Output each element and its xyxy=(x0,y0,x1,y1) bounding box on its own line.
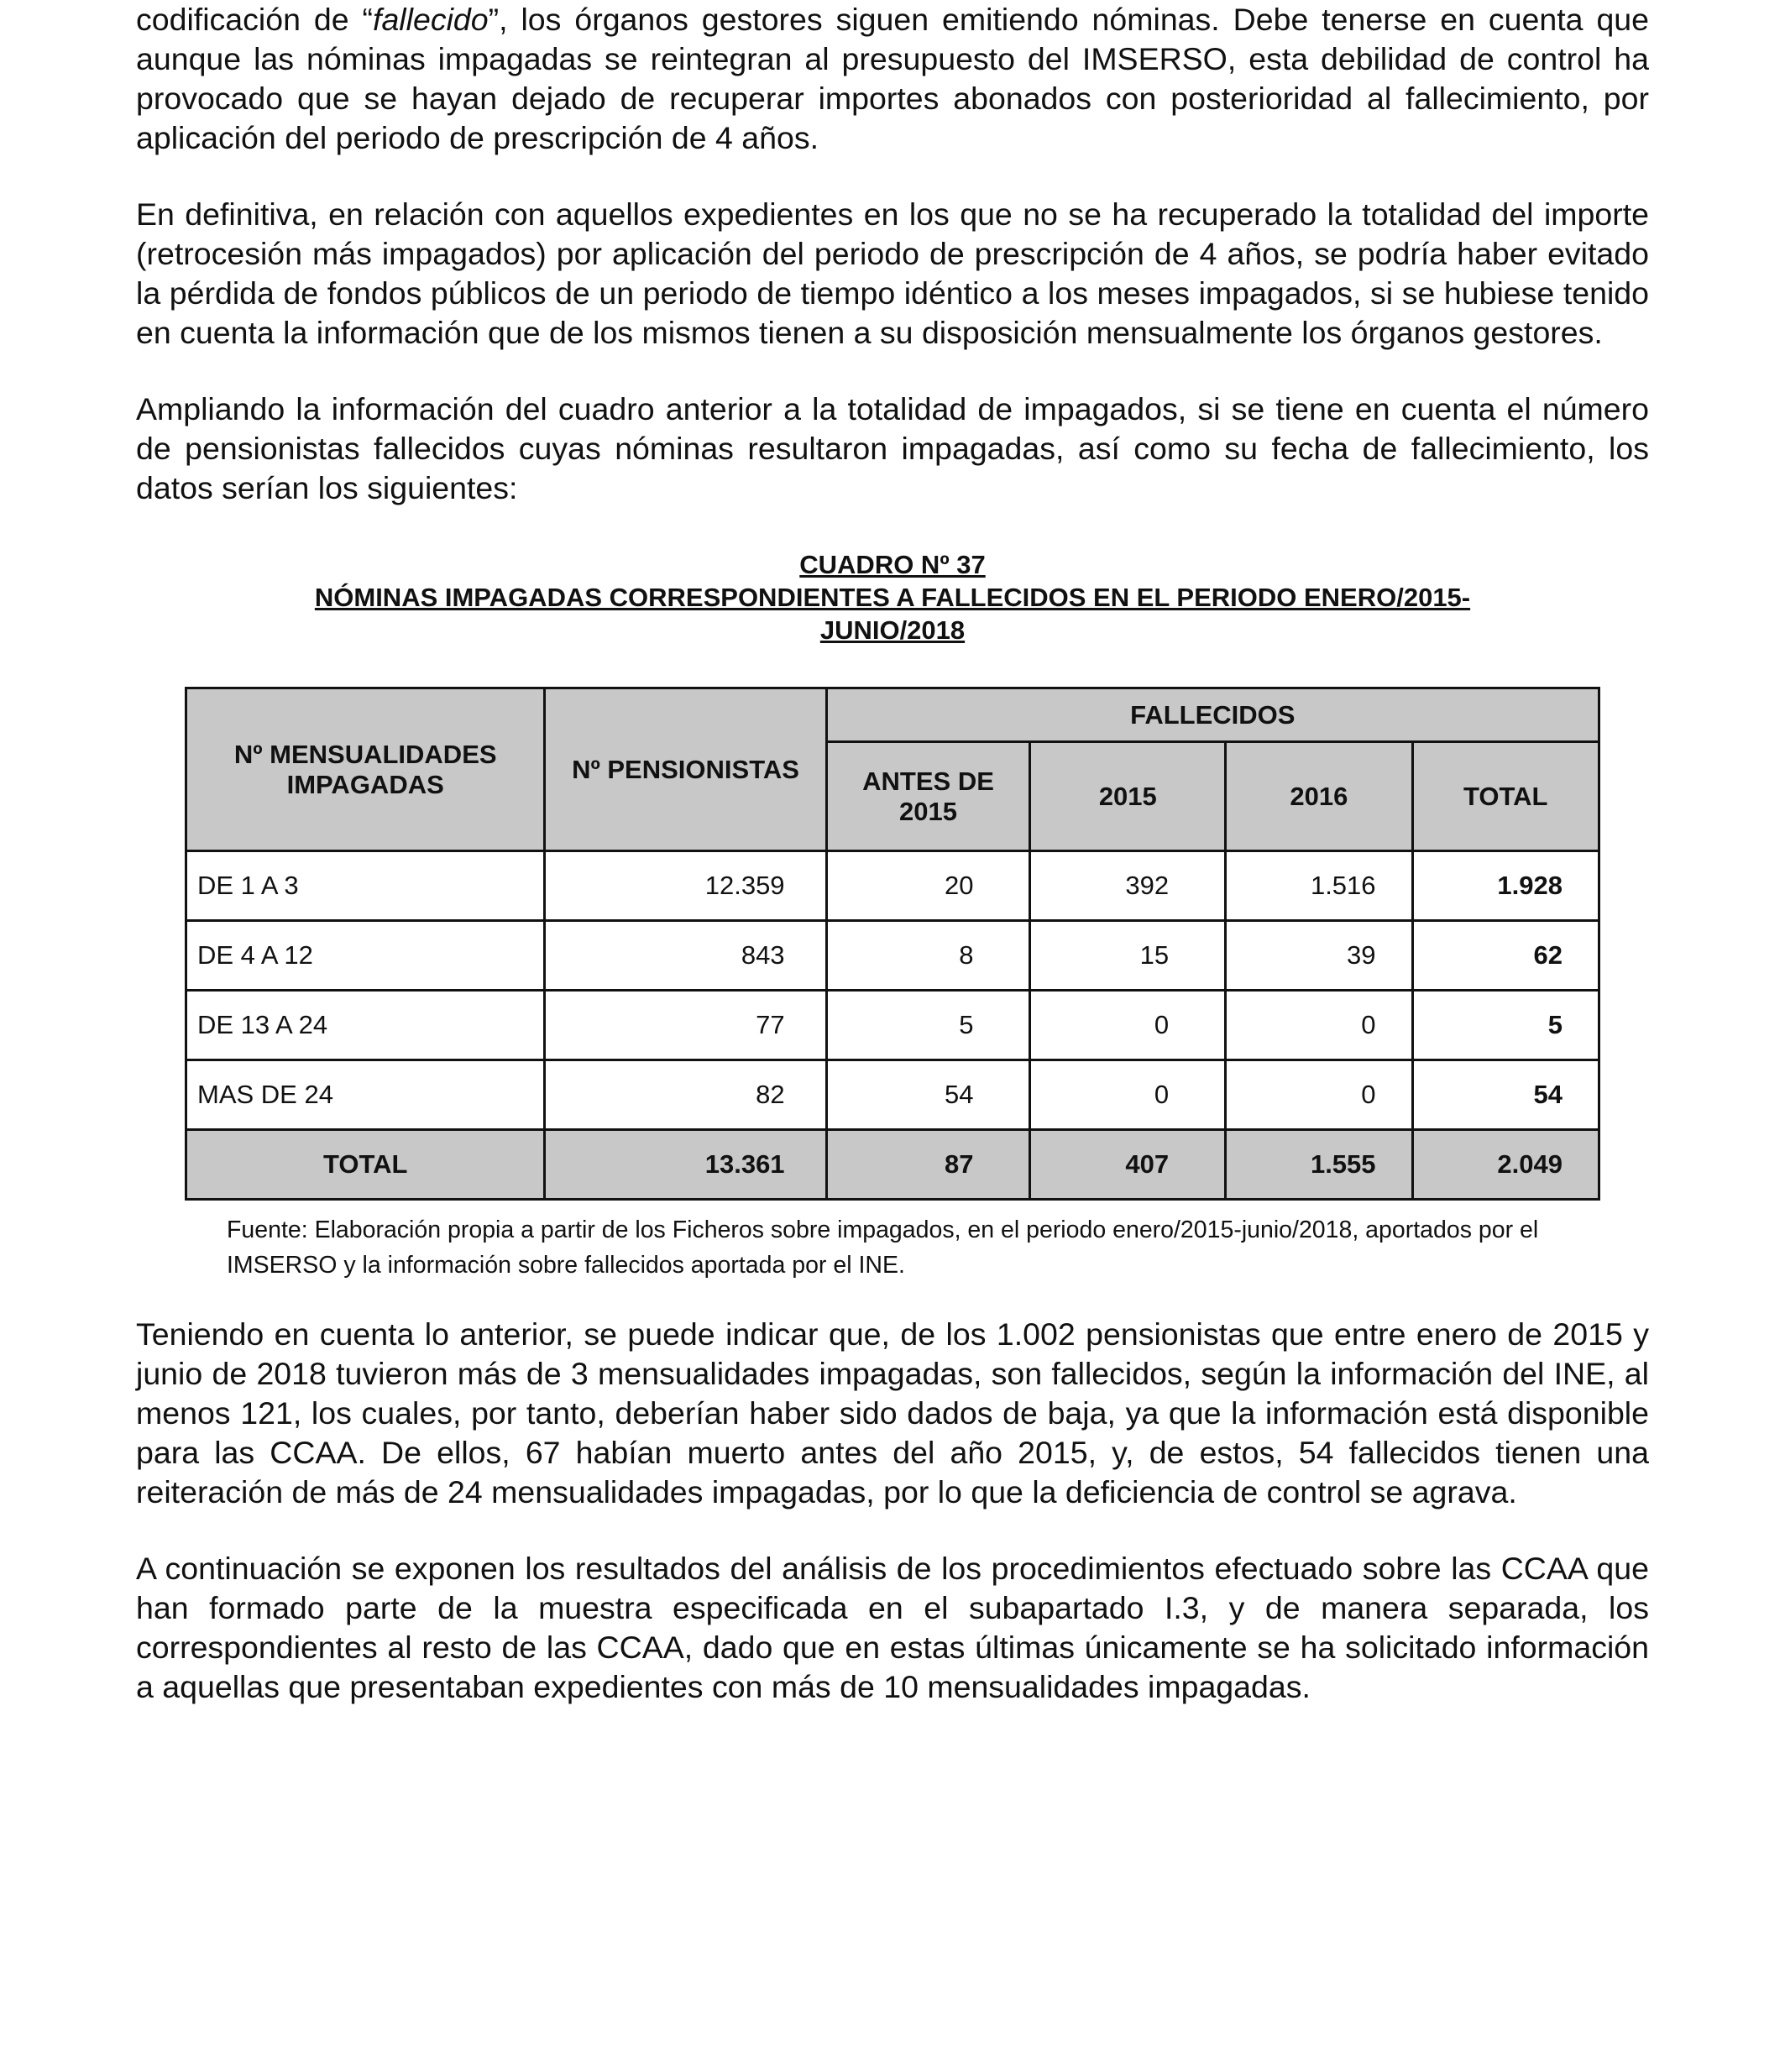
table-caption xyxy=(136,548,1649,646)
paragraph-3: Ampliando la información del cuadro anterior a la totalidad de impagados, si se tiene en cuenta el número de pensionistas fallecidos cuyas nóminas resultaron impagadas, así como su fecha de fallecimiento, los datos serían los siguientes: xyxy=(136,391,1649,505)
cell-antes-2015: 5 xyxy=(826,991,1030,1060)
total-antes-2015: 87 xyxy=(826,1130,1030,1200)
paragraph-1-start: codificación de “ xyxy=(136,2,374,37)
total-total: 2.049 xyxy=(1412,1130,1599,1200)
cell-2015: 0 xyxy=(1030,1060,1226,1130)
cell-2016: 1.516 xyxy=(1226,851,1412,921)
cell-2015: 0 xyxy=(1030,991,1226,1060)
row-label: DE 1 A 3 xyxy=(186,851,545,921)
header-2016: 2016 xyxy=(1226,742,1412,851)
table-header-row xyxy=(186,688,1599,742)
cell-2016: 0 xyxy=(1226,991,1412,1060)
cell-antes-2015: 8 xyxy=(826,921,1030,991)
paragraph-2: En definitiva, en relación con aquellos expedientes en los que no se ha recuperado la totalidad del importe (retrocesión más impagados) por aplicación del periodo de prescripción de 4 años, se podría haber evitado la pérdida de fondos públicos de un periodo de tiempo idéntico a los meses impagados, si se hubiese tenido en cuenta la información que de los mismos tienen a su disposición mensualmente los órganos gestores. xyxy=(136,196,1649,350)
total-2016: 1.555 xyxy=(1226,1130,1412,1200)
data-table xyxy=(185,687,1600,1201)
cell-2015: 15 xyxy=(1030,921,1226,991)
cell-pensionistas: 843 xyxy=(545,921,826,991)
table-number: CUADRO Nº 37 xyxy=(799,550,986,579)
paragraph-4: Teniendo en cuenta lo anterior, se puede indicar que, de los 1.002 pensionistas que entre enero de 2015 y junio de 2018 tuvieron más de 3 mensualidades impagadas, son fallecidos, según la información del INE, al menos 121, los cuales, por tanto, deberían haber sido dados de baja, ya que la información está disponible para las CCAA. De ellos, 67 habían muerto antes del año 2015, y, de estos, 54 fallecidos tienen una reiteración de más de 24 mensualidades impagadas, por lo que la deficiencia de control se agrava. xyxy=(136,1316,1649,1510)
header-mensualidades: Nº MENSUALIDADES IMPAGADAS xyxy=(186,688,545,851)
cell-2016: 39 xyxy=(1226,921,1412,991)
total-2015: 407 xyxy=(1030,1130,1226,1200)
header-fallecidos: FALLECIDOS xyxy=(826,688,1599,742)
paragraph-1 xyxy=(136,0,1649,158)
table-title: NÓMINAS IMPAGADAS CORRESPONDIENTES A FALLECIDOS EN EL PERIODO ENERO/2015-JUNIO/2018 xyxy=(314,583,1471,645)
table-source-note: Fuente: Elaboración propia a partir de los Ficheros sobre impagados, en el periodo enero/2015-junio/2018, aportados por el IMSERSO y la información sobre fallecidos aportada por el INE. xyxy=(227,1217,1539,1279)
cell-total: 1.928 xyxy=(1412,851,1599,921)
row-label: DE 4 A 12 xyxy=(186,921,545,991)
table-row xyxy=(186,921,1599,991)
header-pensionistas: Nº PENSIONISTAS xyxy=(545,688,826,851)
table-total-row xyxy=(186,1130,1599,1200)
cell-antes-2015: 54 xyxy=(826,1060,1030,1130)
cell-pensionistas: 77 xyxy=(545,991,826,1060)
row-label: DE 13 A 24 xyxy=(186,991,545,1060)
cell-pensionistas: 12.359 xyxy=(545,851,826,921)
document-page xyxy=(136,0,1649,1744)
row-label: MAS DE 24 xyxy=(186,1060,545,1130)
paragraph-5: A continuación se exponen los resultados del análisis de los procedimientos efectuado sobre las CCAA que han formado parte de la muestra especificada en el subapartado I.3, y de manera separada, los correspondientes al resto de las CCAA, dado que en estas últimas únicamente se ha solicitado información a aquellas que presentaban expedientes con más de 10 mensualidades impagadas. xyxy=(136,1551,1649,1704)
cell-pensionistas: 82 xyxy=(545,1060,826,1130)
total-pensionistas: 13.361 xyxy=(545,1130,826,1200)
cell-total: 62 xyxy=(1412,921,1599,991)
table-row xyxy=(186,1060,1599,1130)
total-label: TOTAL xyxy=(186,1130,545,1200)
cell-total: 54 xyxy=(1412,1060,1599,1130)
header-2015: 2015 xyxy=(1030,742,1226,851)
table-row xyxy=(186,991,1599,1060)
cell-2016: 0 xyxy=(1226,1060,1412,1130)
header-total: TOTAL xyxy=(1412,742,1599,851)
paragraph-1-end: ”, los órganos gestores siguen emitiendo nóminas. Debe tenerse en cuenta que aunque las nóminas impagadas se reintegran al presupuesto del IMSERSO, esta debilidad de control ha provocado que se hayan dejado de recuperar importes abonados con posterioridad al fallecimiento, por aplicación del periodo de prescripción de 4 años. xyxy=(136,2,1650,155)
header-antes-2015: ANTES DE 2015 xyxy=(826,742,1030,851)
cell-total: 5 xyxy=(1412,991,1599,1060)
cell-2015: 392 xyxy=(1030,851,1226,921)
table-row xyxy=(186,851,1599,921)
paragraph-1-italic-term: fallecido xyxy=(373,2,489,37)
cell-antes-2015: 20 xyxy=(826,851,1030,921)
